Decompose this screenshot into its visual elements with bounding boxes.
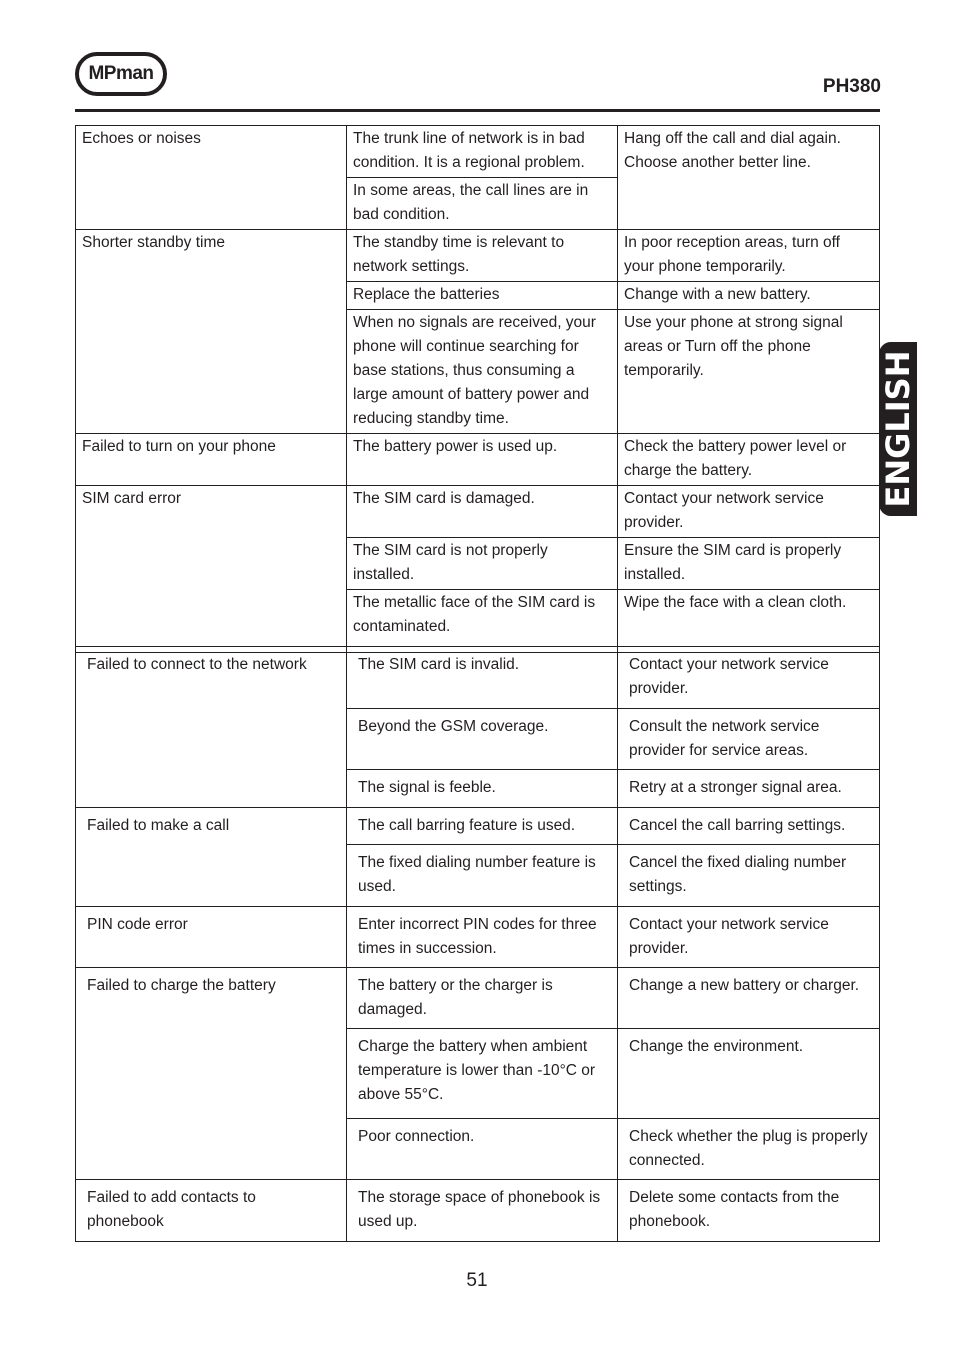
table-row — [76, 907, 880, 968]
cause-cell: Charge the battery when ambient temperature is lower than -10°C or above 55°C. — [347, 1029, 618, 1119]
solution-cell: Wipe the face with a clean cloth. — [618, 590, 880, 653]
cause-cell: Poor connection. — [347, 1119, 618, 1180]
cause-cell: In some areas, the call lines are in bad condition. — [347, 178, 618, 230]
solution-cell: Consult the network service provider for service areas. — [618, 709, 880, 770]
problem-cell: Failed to connect to the network — [76, 647, 347, 808]
solution-cell: Cancel the call barring settings. — [618, 808, 880, 845]
problem-cell: Failed to turn on your phone — [76, 434, 347, 486]
table-row — [76, 230, 880, 282]
table-row — [76, 1180, 880, 1242]
solution-cell: Cancel the fixed dialing number settings. — [618, 845, 880, 907]
cause-cell: The fixed dialing number feature is used. — [347, 845, 618, 907]
solution-cell: Contact your network service provider. — [618, 647, 880, 709]
cause-cell: When no signals are received, your phone will continue searching for base stations, thus consuming a large amount of battery power and reducing standby time. — [347, 310, 618, 434]
table-row — [76, 434, 880, 486]
table-row — [76, 647, 880, 709]
table-row — [76, 808, 880, 845]
table-row — [76, 486, 880, 538]
solution-cell: Check whether the plug is properly connected. — [618, 1119, 880, 1180]
solution-cell: Retry at a stronger signal area. — [618, 770, 880, 808]
problem-cell: PIN code error — [76, 907, 347, 968]
solution-cell: Use your phone at strong signal areas or Turn off the phone temporarily. — [618, 310, 880, 434]
cause-cell: The battery power is used up. — [347, 434, 618, 486]
table-row — [76, 968, 880, 1029]
header-rule — [75, 109, 880, 112]
solution-cell: Hang off the call and dial again. Choose another better line. — [618, 126, 880, 230]
cause-cell: The storage space of phonebook is used up. — [347, 1180, 618, 1242]
problem-cell: SIM card error — [76, 486, 347, 653]
solution-cell: Contact your network service provider. — [618, 907, 880, 968]
solution-cell: Ensure the SIM card is properly installed. — [618, 538, 880, 590]
model-number: PH380 — [822, 76, 881, 97]
cause-cell: The trunk line of network is in bad condition. It is a regional problem. — [347, 126, 618, 178]
problem-cell: Shorter standby time — [76, 230, 347, 434]
solution-cell: Change a new battery or charger. — [618, 968, 880, 1029]
problem-cell: Failed to add contacts to phonebook — [76, 1180, 347, 1242]
cause-cell: Beyond the GSM coverage. — [347, 709, 618, 770]
troubleshooting-table-1 — [75, 125, 880, 653]
solution-cell: In poor reception areas, turn off your phone temporarily. — [618, 230, 880, 282]
solution-cell: Check the battery power level or charge the battery. — [618, 434, 880, 486]
cause-cell: The SIM card is damaged. — [347, 486, 618, 538]
cause-cell: The call barring feature is used. — [347, 808, 618, 845]
troubleshooting-table-2 — [75, 646, 880, 1242]
cause-cell: Enter incorrect PIN codes for three times in succession. — [347, 907, 618, 968]
solution-cell: Contact your network service provider. — [618, 486, 880, 538]
problem-cell: Echoes or noises — [76, 126, 347, 230]
logo-text: MPman — [88, 63, 154, 84]
mpman-logo — [75, 52, 167, 96]
solution-cell: Change with a new battery. — [618, 282, 880, 310]
cause-cell: The SIM card is invalid. — [347, 647, 618, 709]
problem-cell: Failed to charge the battery — [76, 968, 347, 1180]
cause-cell: The SIM card is not properly installed. — [347, 538, 618, 590]
solution-cell: Delete some contacts from the phonebook. — [618, 1180, 880, 1242]
cause-cell: Replace the batteries — [347, 282, 618, 310]
cause-cell: The battery or the charger is damaged. — [347, 968, 618, 1029]
table-row — [76, 126, 880, 178]
cause-cell: The signal is feeble. — [347, 770, 618, 808]
cause-cell: The metallic face of the SIM card is contaminated. — [347, 590, 618, 653]
problem-cell: Failed to make a call — [76, 808, 347, 907]
language-tab-label: ENGLISH — [879, 350, 917, 508]
language-tab — [879, 342, 917, 516]
solution-cell: Change the environment. — [618, 1029, 880, 1119]
page-number: 51 — [466, 1270, 488, 1291]
cause-cell: The standby time is relevant to network settings. — [347, 230, 618, 282]
